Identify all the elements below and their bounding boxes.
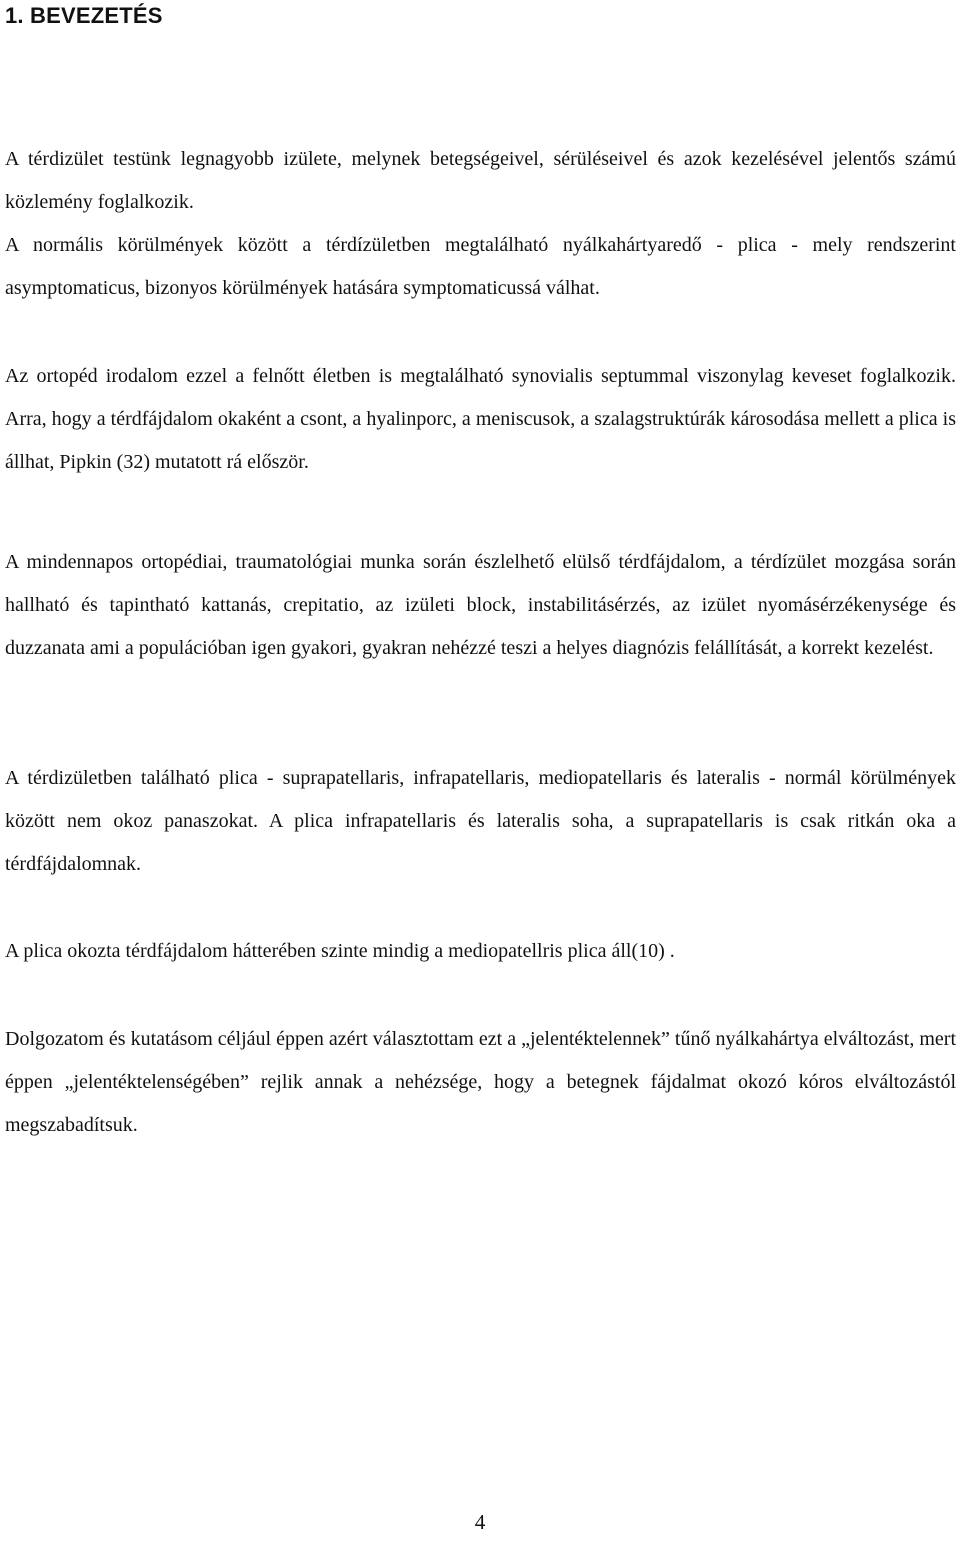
page-number: 4 (474, 1510, 486, 1534)
section-heading: 1. BEVEZETÉS (5, 3, 163, 28)
paragraph-clinical-practice: A mindennapos ortopédiai, traumatológiai munka során észlelhető elülső térdfájdalom, a térdízület mozgása során hallható és tapintható kattanás, crepitatio, az izületi block, instabilitásérzés, az izület nyomásérzékenysége és duzzanata ami a populációban igen gyakori, gyakran nehézzé teszi a helyes diagnózis felállítását, a korrekt kezelést. (5, 551, 956, 659)
paragraph-intro: A térdizület testünk legnagyobb izülete, melynek betegségeivel, sérüléseivel és azok kezelésével jelentős számú közlemény foglalkozik. (5, 148, 956, 213)
paragraph-aim: Dolgozatom és kutatásom céljául éppen azért választottam ezt a „jelentéktelennek” tűnő nyálkahártya elváltozást, mert éppen „jelentéktelenségében” rejlik annak a nehézsége, hogy a betegnek fájdalmat okozó kóros elváltozástól megszabadítsuk. (5, 1028, 956, 1136)
paragraph-literature: Az ortopéd irodalom ezzel a felnőtt életben is megtalálható synovialis septummal viszonylag keveset foglalkozik. Arra, hogy a térdfájdalom okaként a csont, a hyalinporc, a meniscusok, a szalagstruktúrák károsodása mellett a plica is állhat, Pipkin (32) mutatott rá először. (5, 365, 956, 473)
paragraph-plica-definition: A normális körülmények között a térdízületben megtalálható nyálkahártyaredő - plica - mely rendszerint asymptomaticus, bizonyos körülmények hatására symptomaticussá válhat. (5, 234, 956, 299)
paragraph-plica-types: A térdizületben található plica - suprapatellaris, infrapatellaris, mediopatellaris és lateralis - normál körülmények között nem okoz panaszokat. A plica infrapatellaris és lateralis soha, a suprapatellaris is csak ritkán oka a térdfájdalomnak. (5, 767, 956, 875)
paragraph-mediopatellar: A plica okozta térdfájdalom hátterében szinte mindig a mediopatellris plica áll(10) . (5, 940, 675, 962)
